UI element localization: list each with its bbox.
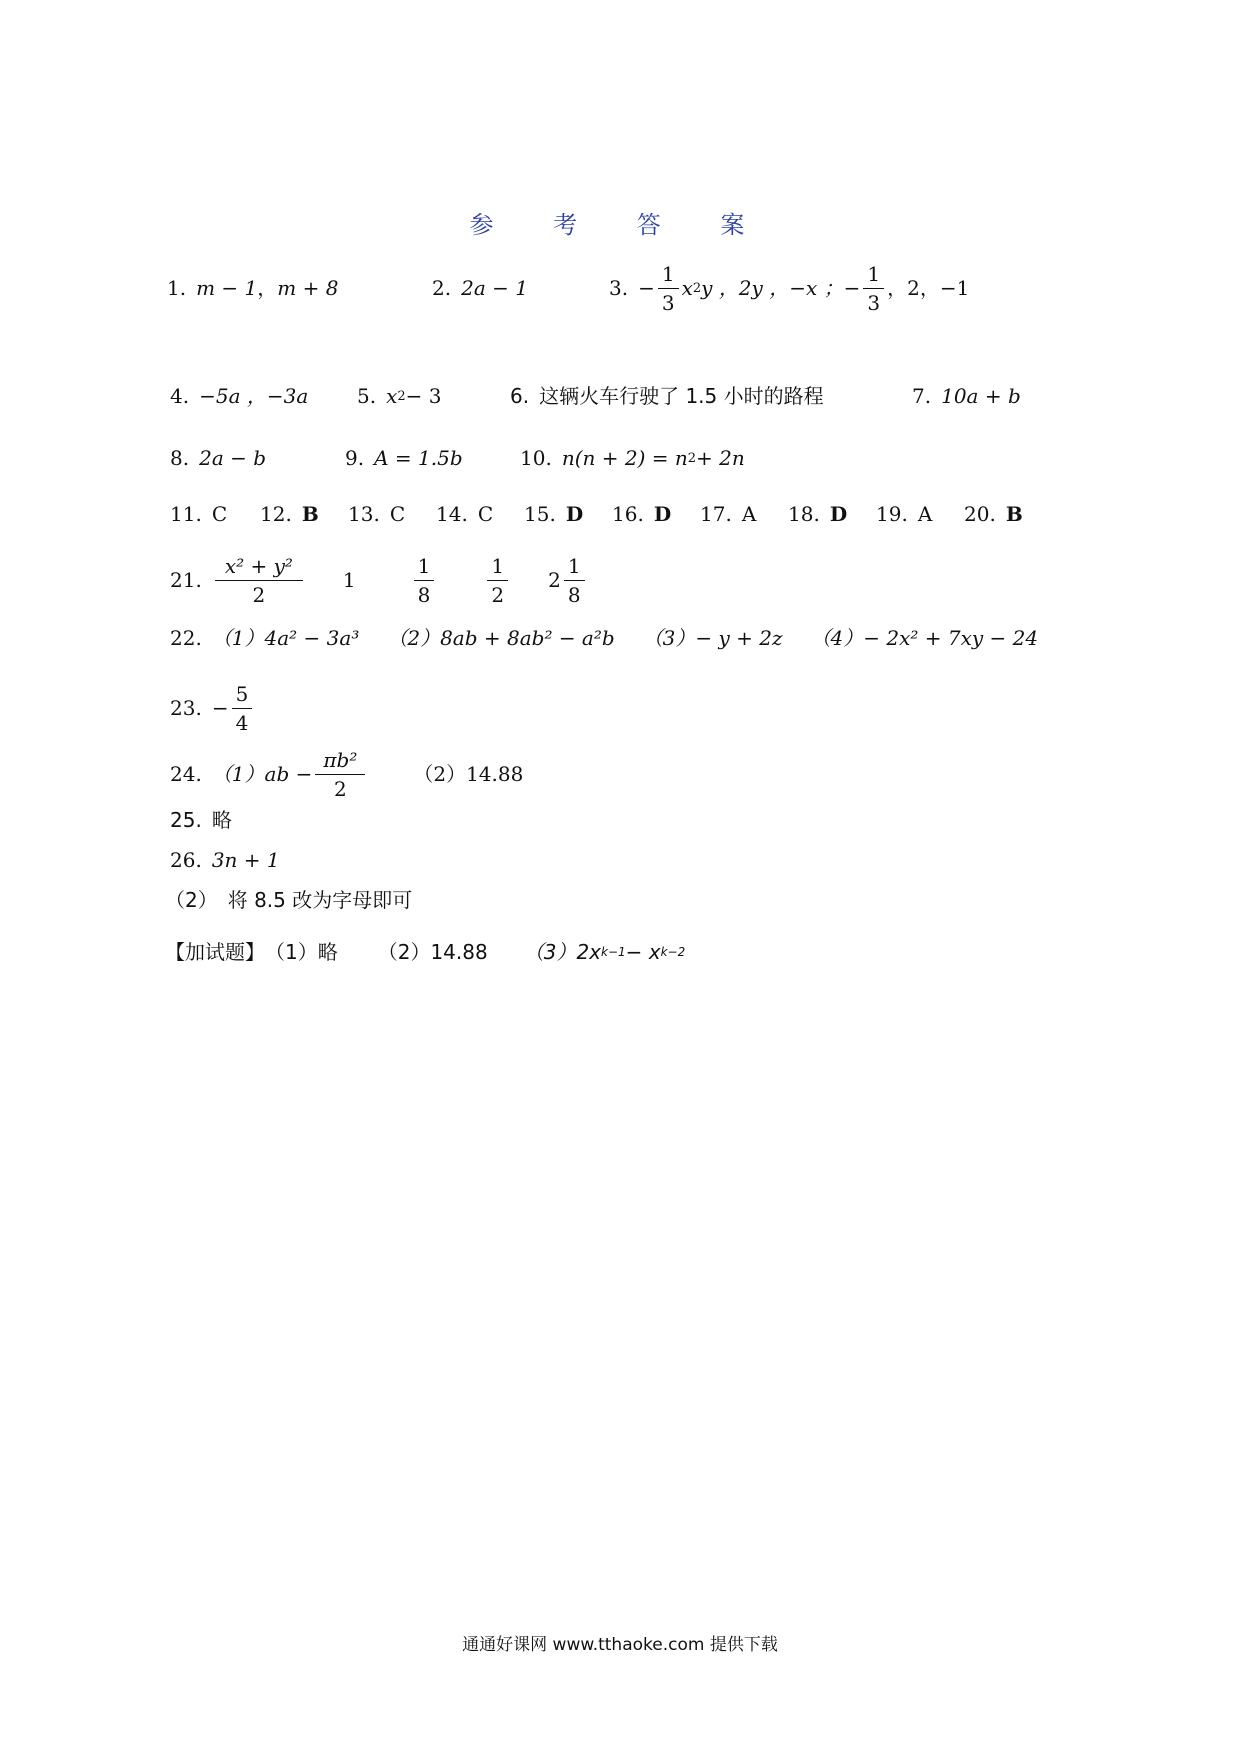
answer-17: 17. A — [700, 502, 757, 526]
fraction: $\frac{5}{4}$ — [232, 683, 253, 734]
fraction: $\frac{\text{πb²}}{2}$ — [315, 749, 365, 800]
answer-2: 2. 2a − 1 — [432, 276, 528, 300]
answer-row-23 — [0, 678, 1240, 738]
answer-row-21 — [0, 550, 1240, 610]
answer-26-part2: （2） 将 8.5 改为字母即可 — [165, 888, 413, 912]
answer-20: 20. B — [964, 502, 1023, 526]
answer-21: 21. $\frac{\text{x² + y²}}{2}$ 1 $\frac{1}{8}$ $\frac{1}{2}$ 2 $\frac{1}{8}$ — [170, 550, 588, 610]
answer-1: 1. m − 1 ， m + 8 — [167, 276, 339, 300]
answer-23: 23. − $\frac{5}{4}$ — [170, 678, 255, 738]
answer-8: 8. 2a − b — [170, 446, 267, 470]
answer-10: 10. n(n + 2) = n 2 + 2n — [520, 446, 745, 470]
answer-26: 26. 3n + 1 — [170, 848, 280, 872]
fraction: $\frac{1}{8}$ — [414, 555, 435, 606]
answer-19: 19. A — [876, 502, 933, 526]
fraction: $\frac{1}{8}$ — [564, 555, 585, 606]
answer-row-bonus — [0, 942, 1240, 1002]
answer-row-2 — [0, 386, 1240, 446]
page-title: 参 考 答 案 — [469, 211, 771, 239]
answer-15: 15. D — [524, 502, 584, 526]
answer-6: 6. 这辆火车行驶了 1.5 小时的路程 — [510, 384, 824, 408]
answer-row-24 — [0, 744, 1240, 804]
answer-4: 4. −5a ，−3a — [170, 384, 309, 408]
answer-7: 7. 10a + b — [912, 384, 1021, 408]
fraction: $\frac{\text{x² + y²}}{2}$ — [215, 555, 303, 606]
answer-9: 9. A = 1.5b — [345, 446, 463, 470]
page-footer: 通通好课网 www.tthaoke.com 提供下载 — [462, 1635, 778, 1655]
fraction: $\frac{1}{3}$ — [863, 263, 884, 314]
answer-row-3 — [0, 448, 1240, 508]
answer-14: 14. C — [436, 502, 494, 526]
answer-24: 24. （1）ab − $\frac{\text{πb²}}{2}$ （2）14.88 — [170, 747, 524, 801]
answer-25: 25. 略 — [170, 808, 232, 832]
answer-5: 5. x 2 − 3 — [357, 384, 442, 408]
bonus-answers: 【加试题】 （1）略 （2）14.88 （3）2x k−1 − x k−2 — [165, 940, 686, 964]
answer-13: 13. C — [348, 502, 406, 526]
answer-11: 11. C — [170, 502, 228, 526]
fraction: $\frac{1}{3}$ — [658, 263, 679, 314]
answer-row-1 — [0, 261, 1240, 338]
answer-16: 16. D — [612, 502, 672, 526]
answer-22: 22. （1）4a² − 3a³ （2）8ab + 8ab² − a²b （3）− y + 2z （4）− 2x² + 7xy − 24 — [170, 626, 1039, 650]
answer-18: 18. D — [788, 502, 848, 526]
fraction: $\frac{1}{2}$ — [487, 555, 508, 606]
answer-12: 12. B — [260, 502, 319, 526]
answer-3: 3. − $\frac{1}{3}$ x 2 y ，2y ，−x ； − $\frac{1}{3}$ ，2，−1 — [609, 261, 970, 315]
